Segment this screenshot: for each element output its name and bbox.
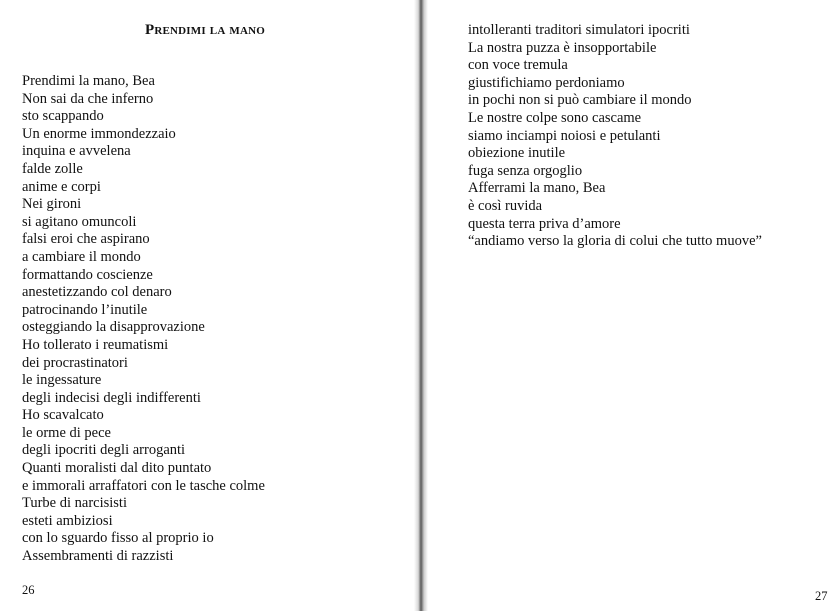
poem-lines-right [468,22,762,251]
poem-line: intolleranti traditori simulatori ipocriti [468,22,690,38]
poem-line: Un enorme immondezzaio [22,125,176,142]
poem-line: anestetizzando col denaro [22,284,172,301]
poem-line: “andiamo verso la gloria di colui che tutto muove” [468,233,762,250]
poem-title: Prendimi la mano [144,22,266,38]
poem-line: questa terra priva d’amore [468,215,621,232]
poem-line: degli indecisi degli indifferenti [22,389,201,406]
poem-line: osteggiando la disapprovazione [22,319,205,336]
poem-line: Le nostre colpe sono cascame [468,109,642,126]
poem-line: le orme di pece [22,424,111,441]
poem-line: Ho scavalcato [22,407,104,424]
poem-line: falde zolle [22,160,83,177]
poem-line: esteti ambiziosi [22,512,113,529]
poem-line: Prendimi la mano, Bea [22,73,155,89]
poem-line: Non sai da che inferno [22,90,154,107]
poem-line: Turbe di narcisisti [22,495,127,512]
poem-line: Assembramenti di razzisti [22,548,174,565]
poem-line: inquina e avvelena [22,143,131,160]
poem-line: si agitano omuncoli [22,213,137,230]
poem-line: Ho tollerato i reumatismi [22,336,169,353]
poem-line: è così ruvida [468,197,543,214]
poem-line: patrocinando l’inutile [22,301,148,318]
poem-line: Quanti moralisti dal dito puntato [22,460,212,477]
poem-line: formattando coscienze [22,266,153,283]
poem-line: con lo sguardo fisso al proprio io [22,530,214,547]
poem-line: le ingessature [22,372,102,389]
poem-line: a cambiare il mondo [22,248,141,265]
poem-line: fuga senza orgoglio [468,162,583,179]
poem-line: Afferrami la mano, Bea [468,180,606,197]
page-number-left: 26 [22,583,35,597]
poem-line: con voce tremula [468,57,568,74]
poem-line: degli ipocriti degli arroganti [22,442,186,459]
page-number-right: 27 [815,589,828,603]
poem-line: falsi eroi che aspirano [22,231,150,248]
poem-line: sto scappando [22,108,104,125]
poem-line: anime e corpi [22,178,101,195]
poem-line: giustifichiamo perdoniamo [468,74,625,91]
poem-line: obiezione inutile [468,145,566,162]
poem-line: dei procrastinatori [22,354,128,371]
poem-line: in pochi non si può cambiare il mondo [468,92,692,109]
poem-line: La nostra puzza è insopportabile [468,39,657,56]
poem-line: Nei gironi [22,196,82,213]
right-page [424,0,832,611]
poem-line: siamo inciampi noiosi e petulanti [468,127,661,144]
poem-lines-left [22,73,265,566]
poem-line: e immorali arraffatori con le tasche colme [22,477,265,494]
